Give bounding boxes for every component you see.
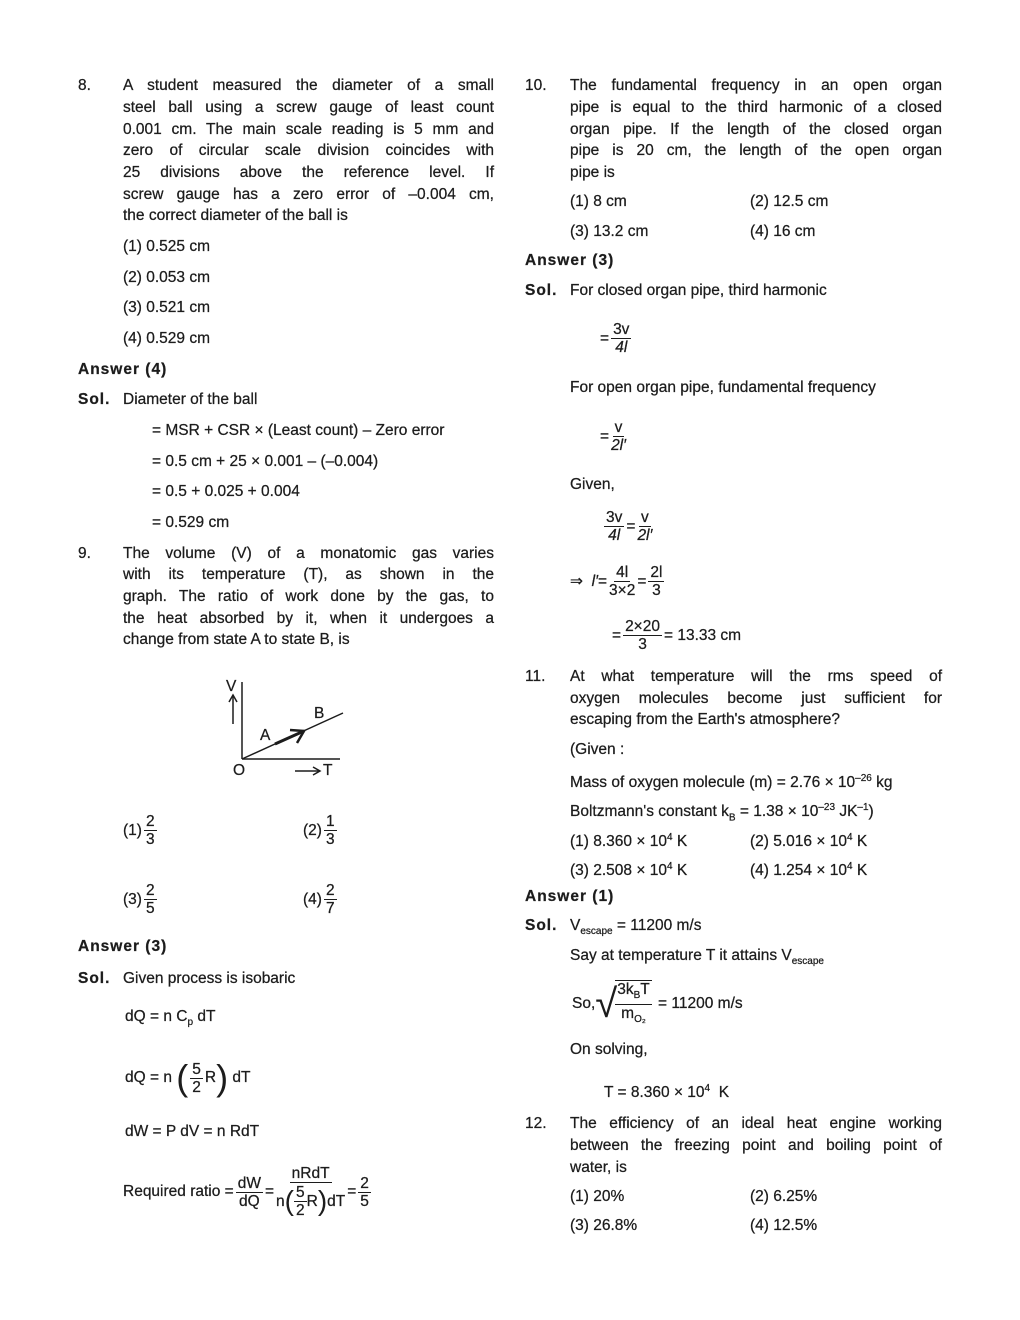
result: $T = 8.360 \times 10^4$ K — [604, 1083, 730, 1102]
fraction: $\frac{2}{5}$ — [145, 882, 155, 917]
option: (3) $2.508 \times 10^4$ K — [570, 861, 688, 880]
equation-rms: So, √ $\frac{3k_BT}{m_{O_2}}$ = 11200 m/s — [572, 980, 743, 1028]
option-label: (1) — [123, 821, 142, 839]
solution-step: = 0.5 + 0.025 + 0.004 — [152, 483, 300, 500]
option-label: (4) — [303, 890, 322, 908]
option: (4) 12.5% — [750, 1217, 818, 1234]
question-text: screw gauge has a zero error of –0.004 cm, — [123, 186, 494, 203]
question-text: 25 divisions above the reference level. If — [123, 164, 494, 181]
origin-label: O — [233, 762, 246, 779]
solution-step: = 0.529 cm — [152, 514, 230, 531]
question-text: The efficiency of an ideal heat engine working — [570, 1115, 942, 1132]
question-text: 0.001 cm. The main scale reading is 5 mm and — [123, 121, 494, 138]
answer: Answer (4) — [78, 361, 168, 378]
solution-step: = MSR + CSR × (Least count) – Zero error — [152, 422, 445, 439]
state-a-label: A — [260, 727, 271, 744]
option — [123, 813, 159, 848]
question-text: pipe is 20 cm, the length of the open organ — [570, 142, 942, 159]
option: (3) 0.521 cm — [123, 299, 211, 316]
state-b-label: B — [314, 705, 325, 722]
option — [123, 882, 159, 917]
option — [303, 882, 339, 917]
question-text: the heat absorbed by it, when it undergoes a — [123, 610, 494, 627]
question-text: with its temperature (T), as shown in the — [123, 566, 494, 583]
option-label: (2) — [303, 821, 322, 839]
question-text: zero of circular scale division coincides with — [123, 142, 494, 159]
option: (1) 0.525 cm — [123, 238, 211, 255]
axis-label-v: V — [226, 678, 237, 695]
given-boltzmann: Boltzmann's constant $k_B = 1.38 \times 10^{-23}$ $JK^{-1}$) — [570, 802, 874, 824]
equation-closed-pipe: = $\frac{3v}{4l}$ — [600, 321, 630, 356]
question-text: escaping from the Earth's atmosphere? — [570, 711, 841, 728]
vt-graph — [220, 672, 360, 784]
solution-text: Say at temperature T it attains $V_{escape}$ — [570, 947, 824, 968]
sol-label: Sol. — [78, 391, 111, 408]
question-text: change from state A to state B, is — [123, 631, 350, 648]
option: (1) $8.360 \times 10^4$ K — [570, 832, 688, 851]
question-text: A student measured the diameter of a small — [123, 77, 494, 94]
question-text: pipe is — [570, 164, 615, 181]
equation-ratio: Required ratio = $\frac{dW}{dQ}$ = nRdT n ( $\frac{5}{2}$ R ) dT = $\frac{2}{5}$ — [123, 1165, 369, 1219]
question-text: graph. The ratio of work done by the gas, to — [123, 588, 494, 605]
option: (4) 0.529 cm — [123, 330, 211, 347]
solution-step: = 0.5 cm + 25 × 0.001 – (–0.004) — [152, 453, 379, 470]
fraction: $\frac{2}{7}$ — [325, 882, 335, 917]
option: (4) $1.254 \times 10^4$ K — [750, 861, 868, 880]
option: (4) 16 cm — [750, 223, 816, 240]
option: (2) 0.053 cm — [123, 269, 211, 286]
solution-text: Diameter of the ball — [123, 391, 258, 408]
axis-label-t: T — [323, 762, 333, 779]
question-text: organ pipe. If the length of the closed organ — [570, 121, 942, 138]
option: (3) 13.2 cm — [570, 223, 649, 240]
equation-dq: dQ = n $C_p$ dT — [125, 1008, 216, 1029]
fraction: $\frac{2}{3}$ — [145, 813, 155, 848]
question-text: water, is — [570, 1159, 627, 1176]
solution-text: On solving, — [570, 1041, 648, 1058]
solution-text: Given process is isobaric — [123, 970, 296, 987]
question-number: 11. — [525, 668, 546, 685]
sol-label: Sol. — [525, 917, 558, 934]
option-label: (3) — [123, 890, 142, 908]
answer: Answer (1) — [525, 888, 615, 905]
option: (2) 12.5 cm — [750, 193, 829, 210]
question-number: 10. — [525, 77, 547, 94]
question-text: The fundamental frequency in an open organ — [570, 77, 942, 94]
option: (3) 26.8% — [570, 1217, 638, 1234]
equation-solve: ⇒ l′ = $\frac{4l}{3\times 2}$ = $\frac{2l}{3}$ — [570, 564, 663, 599]
question-text: (Given : — [570, 741, 625, 758]
question-text: The volume (V) of a monatomic gas varies — [123, 545, 494, 562]
question-text: oxygen molecules become just sufficient for — [570, 690, 942, 707]
question-number: 8. — [78, 77, 91, 94]
question-text: pipe is equal to the third harmonic of a closed — [570, 99, 942, 116]
fraction: $\frac{1}{3}$ — [325, 813, 335, 848]
solution-text: $V_{escape} = 11200$ m/s — [570, 917, 702, 938]
question-text: steel ball using a screw gauge of least count — [123, 99, 494, 116]
option — [303, 813, 339, 848]
option: (2) 6.25% — [750, 1188, 818, 1205]
option: (1) 20% — [570, 1188, 625, 1205]
sol-label: Sol. — [525, 282, 558, 299]
solution-text: For closed organ pipe, third harmonic — [570, 282, 827, 299]
equation-dw: dW = P dV = n RdT — [125, 1123, 260, 1140]
option: (1) 8 cm — [570, 193, 627, 210]
question-text: the correct diameter of the ball is — [123, 207, 348, 224]
equation-open-pipe: = $\frac{v}{2l'}$ — [600, 419, 627, 454]
solution-text: For open organ pipe, fundamental frequency — [570, 379, 876, 396]
solution-text: Given, — [570, 476, 615, 493]
answer: Answer (3) — [525, 252, 615, 269]
option: (2) $5.016 \times 10^4$ K — [750, 832, 868, 851]
question-text: between the freezing point and boiling point of — [570, 1137, 942, 1154]
sol-label: Sol. — [78, 970, 111, 987]
equation-dq-expanded: dQ = n ( $\frac{5}{2}$ R ) dT — [125, 1057, 251, 1098]
equation-result: = $\frac{2\times 20}{3}$ = 13.33 cm — [612, 618, 742, 653]
question-number: 9. — [78, 545, 91, 562]
equation-equate: $\frac{3v}{4l}$ = $\frac{v}{2l'}$ — [606, 509, 653, 544]
question-number: 12. — [525, 1115, 547, 1132]
question-text: At what temperature will the rms speed of — [570, 668, 942, 685]
answer: Answer (3) — [78, 938, 168, 955]
given-mass: Mass of oxygen molecule $(m) = 2.76 \times 10^{-26}$ kg — [570, 773, 893, 792]
